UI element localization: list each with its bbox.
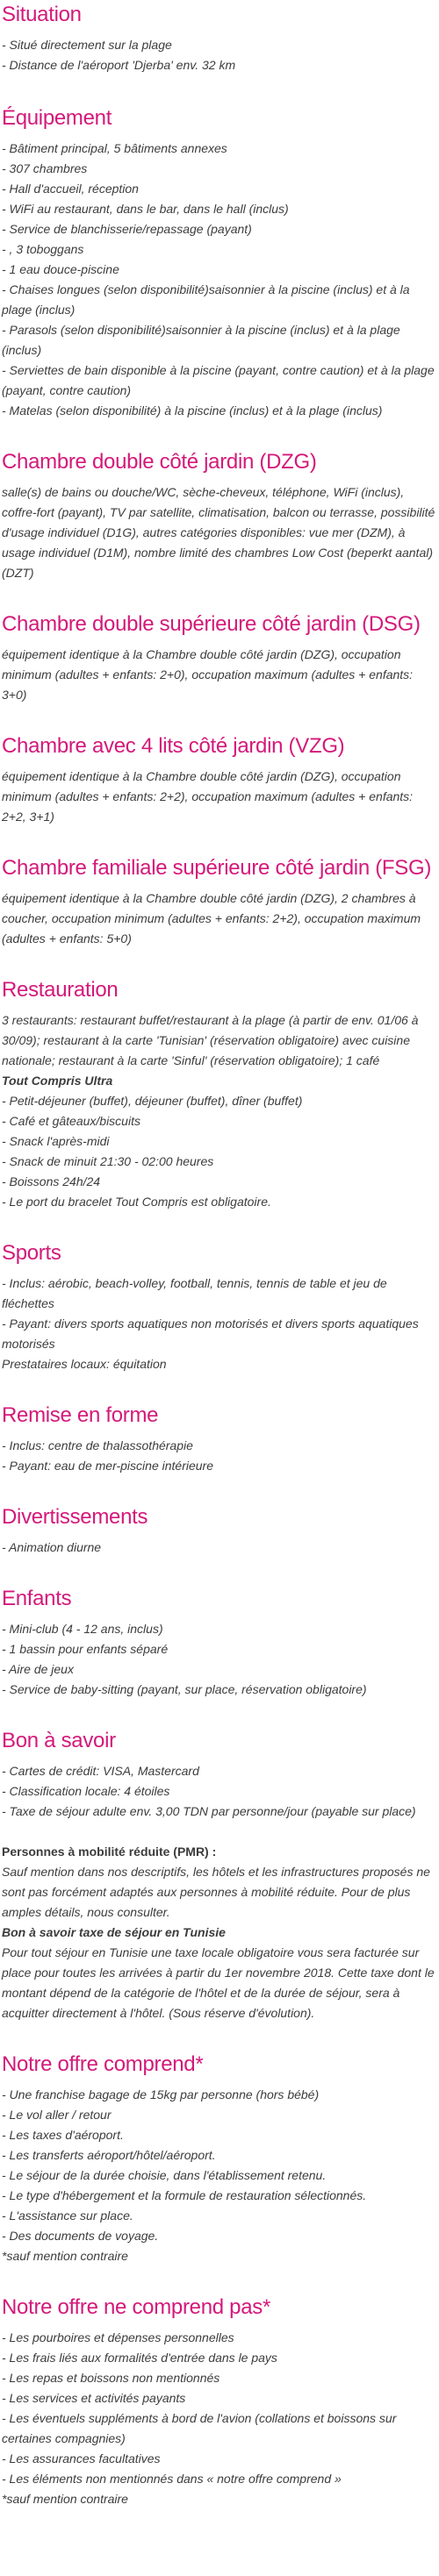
list-item: - Le séjour de la durée choisie, dans l'établissement retenu. — [2, 2168, 327, 2182]
room-description: salle(s) de bains ou douche/WC, sèche-cheveux, téléphone, WiFi (inclus), coffre-fort (payant), TV par satellite, climatisation, balcon ou terrasse, possibilité d'usage individuel (D1G), autres catégories disponibles: vue mer (DZM), à usage individuel (D1M), nombre limité des chambres Low Cost (beperkt aantal) (DZT) — [2, 485, 435, 580]
list-item: - Café et gâteaux/biscuits — [2, 1114, 140, 1128]
list-item: - 1 bassin pour enfants séparé — [2, 1642, 169, 1656]
list-item: - Situé directement sur la plage — [2, 38, 172, 52]
comprend-list — [2, 2085, 437, 2266]
list-item: - Aire de jeux — [2, 1662, 74, 1676]
section-title: Chambre double supérieure côté jardin (DSG) — [2, 612, 421, 636]
section-room-dzg — [2, 449, 437, 583]
section-enfants — [2, 1586, 437, 1700]
list-item: - Le type d'hébergement et la formule de restauration sélectionnés. — [2, 2188, 367, 2202]
list-item: - Snack de minuit 21:30 - 02:00 heures — [2, 1154, 214, 1168]
room-description: équipement identique à la Chambre double côté jardin (DZG), 2 chambres à coucher, occupation minimum (adultes + enfants: 2+2), occupation maximum (adultes + enfants: 5+0) — [2, 891, 421, 945]
pmr-text: Sauf mention dans nos descriptifs, les hôtels et les infrastructures proposés ne sont pas forcément adaptés aux personnes à mobilité réduite. Pour de plus amples détails, nous consulter. — [2, 1865, 430, 1919]
section-equipement — [2, 105, 437, 421]
section-title: Notre offre comprend* — [2, 2052, 204, 2076]
divertissements-list — [2, 1538, 437, 1558]
section-title: Sports — [2, 1241, 61, 1265]
situation-list — [2, 35, 437, 75]
section-sports — [2, 1240, 437, 1374]
list-item: - Des documents de voyage. — [2, 2229, 159, 2243]
list-item: - Hall d'accueil, réception — [2, 182, 139, 196]
section-title: Équipement — [2, 106, 112, 130]
restauration-intro: 3 restaurants: restaurant buffet/restaurant à la plage (à partir de env. 01/06 à 30/09); restaurant à la carte 'Tunisian' (réservation obligatoire) avec cuisine nationale; restaurant à la carte 'Sinful' (réservation obligatoire); 1 café — [2, 1013, 419, 1067]
list-item: - Les frais liés aux formalités d'entrée dans le pays — [2, 2351, 277, 2365]
bon-a-savoir-list — [2, 1761, 437, 1822]
list-item: - Petit-déjeuner (buffet), déjeuner (buffet), dîner (buffet) — [2, 1094, 303, 1108]
list-item: - Les repas et boissons non mentionnés — [2, 2371, 220, 2385]
section-room-vzg — [2, 733, 437, 827]
list-item: - Inclus: centre de thalassothérapie — [2, 1438, 193, 1452]
list-item: - Les éventuels suppléments à bord de l'avion (collations et boissons sur certaines compagnies) — [2, 2411, 397, 2445]
list-item: - Bâtiment principal, 5 bâtiments annexes — [2, 141, 227, 155]
taxe-title: Bon à savoir taxe de séjour en Tunisie — [2, 1925, 226, 1939]
list-item: - Le vol aller / retour — [2, 2108, 112, 2122]
list-item: - Les assurances facultatives — [2, 2451, 161, 2465]
section-title: Chambre familiale supérieure côté jardin (FSG) — [2, 856, 432, 880]
section-title: Chambre avec 4 lits côté jardin (VZG) — [2, 734, 345, 758]
list-item: Prestataires locaux: équitation — [2, 1357, 167, 1371]
list-item: - WiFi au restaurant, dans le bar, dans le hall (inclus) — [2, 202, 289, 216]
section-title: Remise en forme — [2, 1403, 159, 1427]
list-item: - Les éléments non mentionnés dans « notre offre comprend » — [2, 2472, 342, 2486]
ne-comprend-pas-list — [2, 2328, 437, 2509]
list-item: - L'assistance sur place. — [2, 2209, 133, 2223]
sports-list — [2, 1274, 437, 1374]
taxe-text: Pour tout séjour en Tunisie une taxe locale obligatoire vous sera facturée sur place pour toutes les arrivées à partir du 1er novembre 2018. Cette taxe dont le montant dépend de la catégorie de l'hôtel et de la durée de séjour, sera à acquitter directement à l'hôtel. (Sous réserve d'évolution). — [2, 1945, 435, 2020]
section-room-fsg — [2, 855, 437, 949]
section-title: Chambre double côté jardin (DZG) — [2, 450, 317, 474]
section-restauration — [2, 977, 437, 1212]
section-title: Restauration — [2, 978, 119, 1002]
list-item: - Matelas (selon disponibilité) à la piscine (inclus) et à la plage (inclus) — [2, 403, 383, 417]
list-item: - Serviettes de bain disponible à la piscine (payant, contre caution) et à la plage (payant, contre caution) — [2, 363, 435, 397]
restauration-list — [2, 1071, 437, 1212]
section-offre-comprend — [2, 2052, 437, 2266]
section-title: Enfants — [2, 1587, 72, 1610]
section-title: Situation — [2, 3, 82, 26]
list-item: - Animation diurne — [2, 1540, 102, 1554]
section-offre-ne-comprend-pas — [2, 2294, 437, 2509]
pmr-title: Personnes à mobilité réduite (PMR) : — [2, 1845, 217, 1859]
list-item: - Boissons 24h/24 — [2, 1174, 101, 1188]
list-item: - 1 eau douce-piscine — [2, 262, 119, 276]
list-item: - Les taxes d'aéroport. — [2, 2128, 124, 2142]
remise-list — [2, 1436, 437, 1476]
list-item: - Cartes de crédit: VISA, Mastercard — [2, 1764, 199, 1778]
room-description: équipement identique à la Chambre double côté jardin (DZG), occupation minimum (adultes + enfants: 2+0), occupation maximum (adultes + enfants: 3+0) — [2, 647, 414, 702]
list-item: - Les pourboires et dépenses personnelles — [2, 2330, 234, 2344]
list-item: - Service de blanchisserie/repassage (payant) — [2, 222, 252, 236]
list-item: - Les transferts aéroport/hôtel/aéroport. — [2, 2148, 216, 2162]
formula-title: Tout Compris Ultra — [2, 1074, 113, 1088]
list-item: - Chaises longues (selon disponibilité)saisonnier à la piscine (inclus) et à la plage (inclus) — [2, 282, 410, 317]
list-item: - Service de baby-sitting (payant, sur place, réservation obligatoire) — [2, 1682, 367, 1696]
list-item: - Classification locale: 4 étoiles — [2, 1784, 170, 1798]
list-item: - Taxe de séjour adulte env. 3,00 TDN par personne/jour (payable sur place) — [2, 1804, 416, 1818]
section-bon-a-savoir — [2, 1728, 437, 2023]
list-item: - Inclus: aérobic, beach-volley, football, tennis, tennis de table et jeu de fléchettes — [2, 1276, 387, 1310]
list-item: - Snack l'après-midi — [2, 1134, 110, 1148]
section-divertissements — [2, 1504, 437, 1558]
section-room-dsg — [2, 611, 437, 705]
section-situation — [2, 0, 437, 75]
section-title: Notre offre ne comprend pas* — [2, 2295, 271, 2319]
list-item: - Une franchise bagage de 15kg par personne (hors bébé) — [2, 2087, 320, 2101]
list-item: - , 3 toboggans — [2, 242, 84, 256]
equipement-list — [2, 139, 437, 421]
list-item: - Parasols (selon disponibilité)saisonnier à la piscine (inclus) et à la plage (inclus) — [2, 323, 400, 357]
list-item: - Mini-club (4 - 12 ans, inclus) — [2, 1622, 163, 1636]
footnote: *sauf mention contraire — [2, 2492, 128, 2506]
list-item: - Distance de l'aéroport 'Djerba' env. 32 km — [2, 58, 236, 72]
footnote: *sauf mention contraire — [2, 2249, 128, 2263]
list-item: - Payant: divers sports aquatiques non motorisés et divers sports aquatiques motorisés — [2, 1317, 419, 1351]
list-item: - Payant: eau de mer-piscine intérieure — [2, 1459, 213, 1473]
enfants-list — [2, 1619, 437, 1700]
list-item: - Le port du bracelet Tout Compris est obligatoire. — [2, 1195, 271, 1209]
section-title: Bon à savoir — [2, 1729, 116, 1752]
section-remise-en-forme — [2, 1402, 437, 1476]
room-description: équipement identique à la Chambre double côté jardin (DZG), occupation minimum (adultes + enfants: 2+2), occupation maximum (adultes + enfants: 2+2, 3+1) — [2, 769, 414, 824]
list-item: - 307 chambres — [2, 161, 88, 175]
section-title: Divertissements — [2, 1505, 148, 1529]
list-item: - Les services et activités payants — [2, 2391, 186, 2405]
